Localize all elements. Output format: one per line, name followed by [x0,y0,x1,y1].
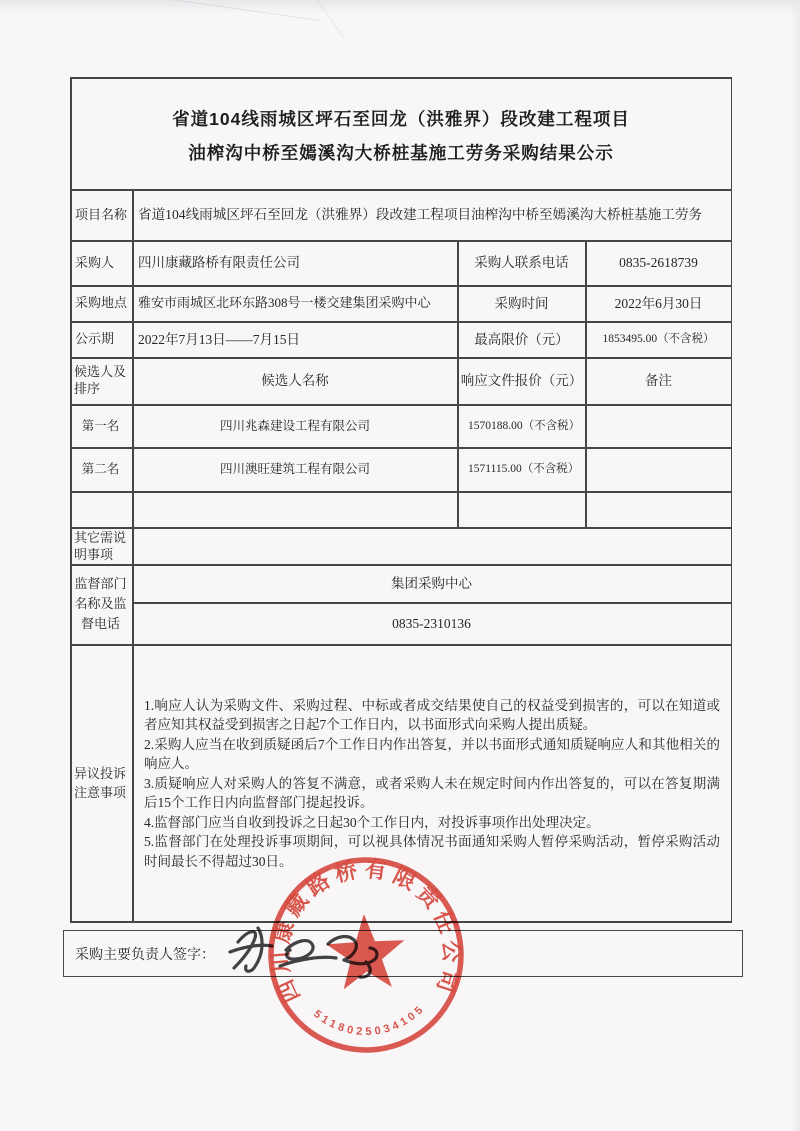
scan-right-shadow [790,0,800,1131]
objection-item: 5.监督部门在处理投诉事项期间，可以视具体情况书面通知采购人暂停采购活动，暂停采购活动时间最长不得超过30日。 [144,834,720,869]
purchaser-label: 采购人 [75,254,115,270]
max-price-value: 1853495.00（不含税） [602,333,715,346]
candidate-row-price: 1571115.00（不含税） [468,463,580,476]
candidate-remark-header: 备注 [645,373,672,389]
objection-item: 1.响应人认为采购文件、采购过程、中标或者成交结果使自己的权益受到损害的，可以在知道或者应知其权益受到损害之日起7个工作日内，以书面形式向采购人提出质疑。 [144,697,720,733]
company-seal-stamp [261,850,471,1060]
location-label: 采购地点 [75,295,128,311]
seal-number-text: 5118025034105 [311,1002,428,1039]
supervision-phone: 0835-2310136 [392,615,471,631]
supervision-label: 监督部门名称及监督电话 [74,576,127,631]
objection-label: 异议投诉注意事项 [74,766,127,800]
candidate-row-price: 1570188.00（不含税） [468,419,581,432]
seal-star-icon [325,912,407,990]
candidate-row-price [461,492,590,527]
candidate-row-name: 四川澳旺建筑工程有限公司 [219,462,370,477]
candidate-row-name: 四川兆森建设工程有限公司 [219,418,370,433]
candidate-row-rank [71,492,130,527]
max-price-label: 最高限价（元） [474,331,569,347]
document-title-line2: 油榨沟中桥至嫣溪沟大桥桩基施工劳务采购结果公示 [188,143,614,163]
document-title-line1: 省道104线雨城区坪石至回龙（洪雅界）段改建工程项目 [172,109,630,129]
candidate-row-rank: 第二名 [81,462,120,477]
supervision-department: 集团采购中心 [391,575,472,591]
candidate-name-header: 候选人名称 [261,373,329,389]
candidate-row-name [134,492,456,527]
candidate-row-rank: 第一名 [81,418,120,433]
table-border-top [70,77,732,79]
objection-item: 2.采购人应当在收到质疑函后7个工作日内作出答复，并以书面形式通知质疑响应人和其他相关的响应人。 [144,736,720,772]
purchase-time-value: 2022年6月30日 [614,295,703,311]
project-name-label: 项目名称 [75,206,128,222]
candidate-rank-header: 候选人及排序 [74,364,127,396]
publicity-period-label: 公示期 [75,331,115,347]
seal-company-text: 四川康藏路桥有限责任公司 [267,856,465,1007]
other-notes-label: 其它需说明事项 [74,529,127,562]
signature-label: 采购主要负责人签字： [75,947,215,963]
candidate-row-remark [587,405,730,447]
location-value: 雅安市雨城区北环东路308号一楼交建集团采购中心 [138,295,431,311]
other-notes-value [134,528,733,563]
objection-item: 4.监督部门应当自收到投诉之日起30个工作日内，对投诉事项作出处理决定。 [144,814,600,830]
purchaser-phone-label: 采购人联系电话 [474,255,569,271]
purchaser-phone-value: 0835-2618739 [619,255,698,271]
candidate-price-header: 响应文件报价（元） [460,373,583,389]
candidate-row-remark [587,492,730,527]
candidate-row-remark [587,448,730,491]
purchase-time-label: 采购时间 [494,295,549,311]
purchaser-value: 四川康藏路桥有限责任公司 [138,255,300,271]
publicity-period-value: 2022年7月13日——7月15日 [138,331,300,347]
scan-top-shadow [0,0,800,14]
project-name-value: 省道104线雨城区坪石至回龙（洪雅界）段改建工程项目油榨沟中桥至嫣溪沟大桥桩基施工劳务 [138,207,703,223]
objection-item: 3.质疑响应人对采购人的答复不满意，或者采购人未在规定时间内作出答复的，可以在答复期满后15个工作日内向监督部门提起投诉。 [144,775,720,811]
document-title [70,92,732,180]
